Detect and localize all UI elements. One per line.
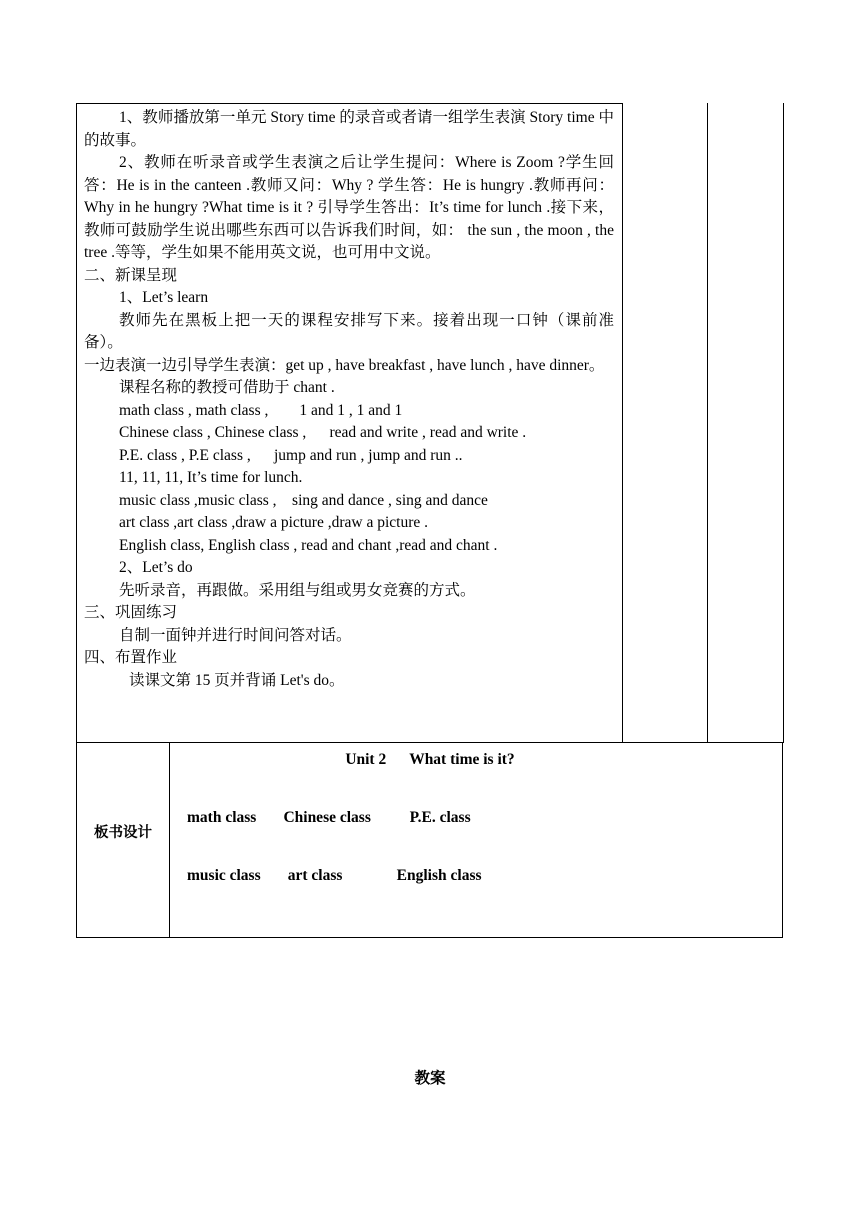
table-border-content-right (622, 103, 623, 743)
table-border-notes-left (707, 103, 708, 743)
board-title: Unit 2 What time is it? (345, 751, 515, 768)
procedure-line: 自制一面钟并进行时间问答对话。 (119, 626, 352, 644)
board-design-table (76, 742, 783, 938)
procedure-line: 教师先在黑板上把一天的课程安排写下来。接着出现一口钟（课前准备）。 (84, 311, 614, 351)
lesson-procedure-table (76, 103, 784, 743)
procedure-line: 一边表演一边引导学生表演：get up , have breakfast , have lunch , have dinner。 (84, 356, 605, 374)
chant-line: 11, 11, 11, It’s time for lunch. (119, 469, 303, 486)
section-heading: 三、巩固练习 (84, 604, 178, 621)
table-border-notes-right (783, 103, 784, 743)
chant-line: English class, English class , read and chant ,read and chant . (119, 536, 498, 554)
chant-line: Chinese class , Chinese class , read and write , read and write . (119, 424, 527, 441)
procedure-line: 课程名称的教授可借助于 chant . (119, 379, 335, 396)
homework-line: 读课文第 15 页并背诵 Let's do。 (129, 671, 345, 689)
board-row-1: math class Chinese class P.E. class (187, 809, 471, 826)
procedure-line: 1、Let’s learn (119, 289, 209, 306)
chant-line: math class , math class , 1 and 1 , 1 and 1 (119, 401, 403, 419)
procedure-line: 2、Let’s do (119, 559, 193, 576)
section-heading: 四、布置作业 (84, 649, 178, 666)
chant-line: art class ,art class ,draw a picture ,draw a picture . (119, 514, 429, 531)
procedure-content (84, 107, 614, 692)
procedure-line: 1、教师播放第一单元 Story time 的录音或者请一组学生表演 Story time 中的故事。 (84, 109, 614, 149)
procedure-line: 2、教师在听录音或学生表演之后让学生提问：Where is Zoom ?学生回答：He is in the canteen .教师又问：Why ? 学生答：He is hungry .教师再问： Why in he hungry ?What time is it ? 引导学生答出：It’s time for lunch .接下来，教师可鼓励学生说出哪些东西可以告诉我们时间，如： the sun , the moon , the tree .等等，学生如果不能用英文说，也可用中文说。 (84, 154, 614, 261)
board-row-2: music class art class English class (187, 867, 482, 884)
section-heading: 二、新课呈现 (84, 266, 178, 284)
board-design-label: 板书设计 (94, 825, 152, 841)
page-footer-title: 教案 (414, 1069, 446, 1087)
table-border-left (76, 103, 77, 743)
board-divider (169, 743, 170, 937)
procedure-line: 先听录音，再跟做。采用组与组或男女竞赛的方式。 (119, 581, 476, 599)
chant-line: P.E. class , P.E class , jump and run , jump and run .. (119, 446, 463, 464)
table-border-top (76, 103, 623, 104)
chant-line: music class ,music class , sing and dance , sing and dance (119, 491, 488, 509)
